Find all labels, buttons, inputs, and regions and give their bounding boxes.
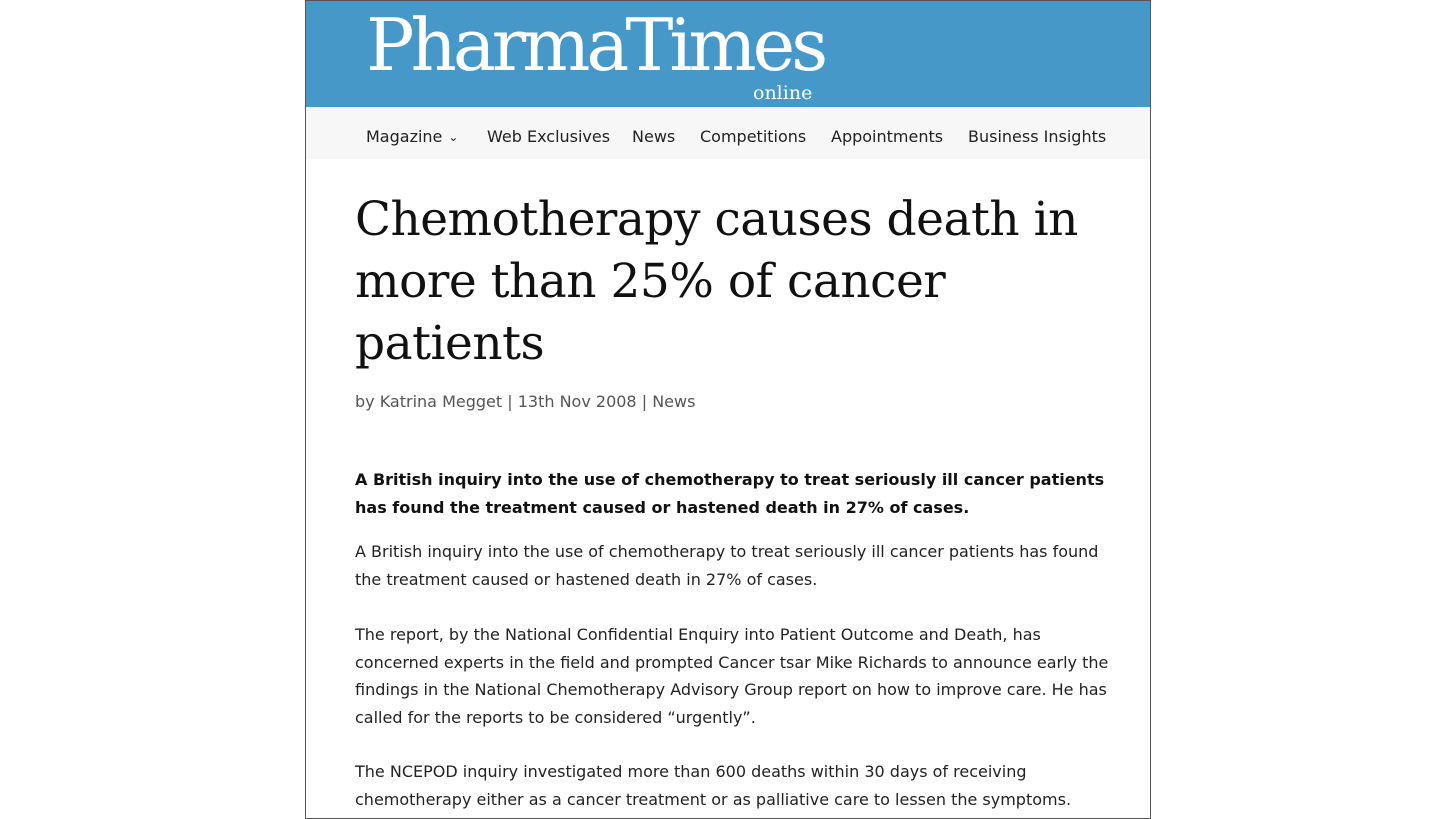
site-header xyxy=(306,1,1150,107)
nav-item-magazine[interactable] xyxy=(366,107,458,159)
author-link[interactable]: Katrina Megget xyxy=(379,392,503,411)
nav-item-label: Magazine xyxy=(366,127,443,146)
site-logo[interactable]: PharmaTimes xyxy=(366,3,825,87)
article-lead: A British inquiry into the use of chemotherapy to treat seriously ill cancer patients has found the treatment caused or hastened death in 27% of cases. xyxy=(355,470,1105,517)
nav-item-business-insights[interactable]: Business Insights xyxy=(968,127,1107,146)
chevron-down-icon: ⌄ xyxy=(448,130,459,144)
article-paragraph: The NCEPOD inquiry investigated more than 600 deaths within 30 days of receiving chemotherapy either as a cancer treatment or as palliative care to lessen the symptoms. xyxy=(355,762,1072,809)
category-link[interactable]: News xyxy=(652,392,696,411)
nav-item-news[interactable]: News xyxy=(632,127,676,146)
nav-item-appointments[interactable]: Appointments xyxy=(831,127,944,146)
article-paragraph: The report, by the National Confidential Enquiry into Patient Outcome and Death, has concerned experts in the field and prompted Cancer tsar Mike Richards to announce early the findings in the National Chemotherapy Advisory Group report on how to improve care. He has called for the reports to be considered “urgently”. xyxy=(355,625,1109,727)
publish-date: 13th Nov 2008 xyxy=(517,392,637,411)
article-title: Chemotherapy causes death in more than 25% of cancer patients xyxy=(355,192,1078,371)
byline-prefix: by xyxy=(355,392,375,411)
article-page xyxy=(305,0,1151,819)
article-meta xyxy=(355,390,695,414)
nav-item-competitions[interactable]: Competitions xyxy=(700,127,807,146)
meta-separator: | xyxy=(641,392,648,411)
article-paragraph: A British inquiry into the use of chemotherapy to treat seriously ill cancer patients has found the treatment caused or hastened death in 27% of cases. xyxy=(355,542,1099,589)
site-logo-subtitle: online xyxy=(753,82,813,104)
meta-separator: | xyxy=(507,392,513,411)
main-nav xyxy=(306,107,1150,159)
nav-item-web-exclusives[interactable]: Web Exclusives xyxy=(487,127,611,146)
